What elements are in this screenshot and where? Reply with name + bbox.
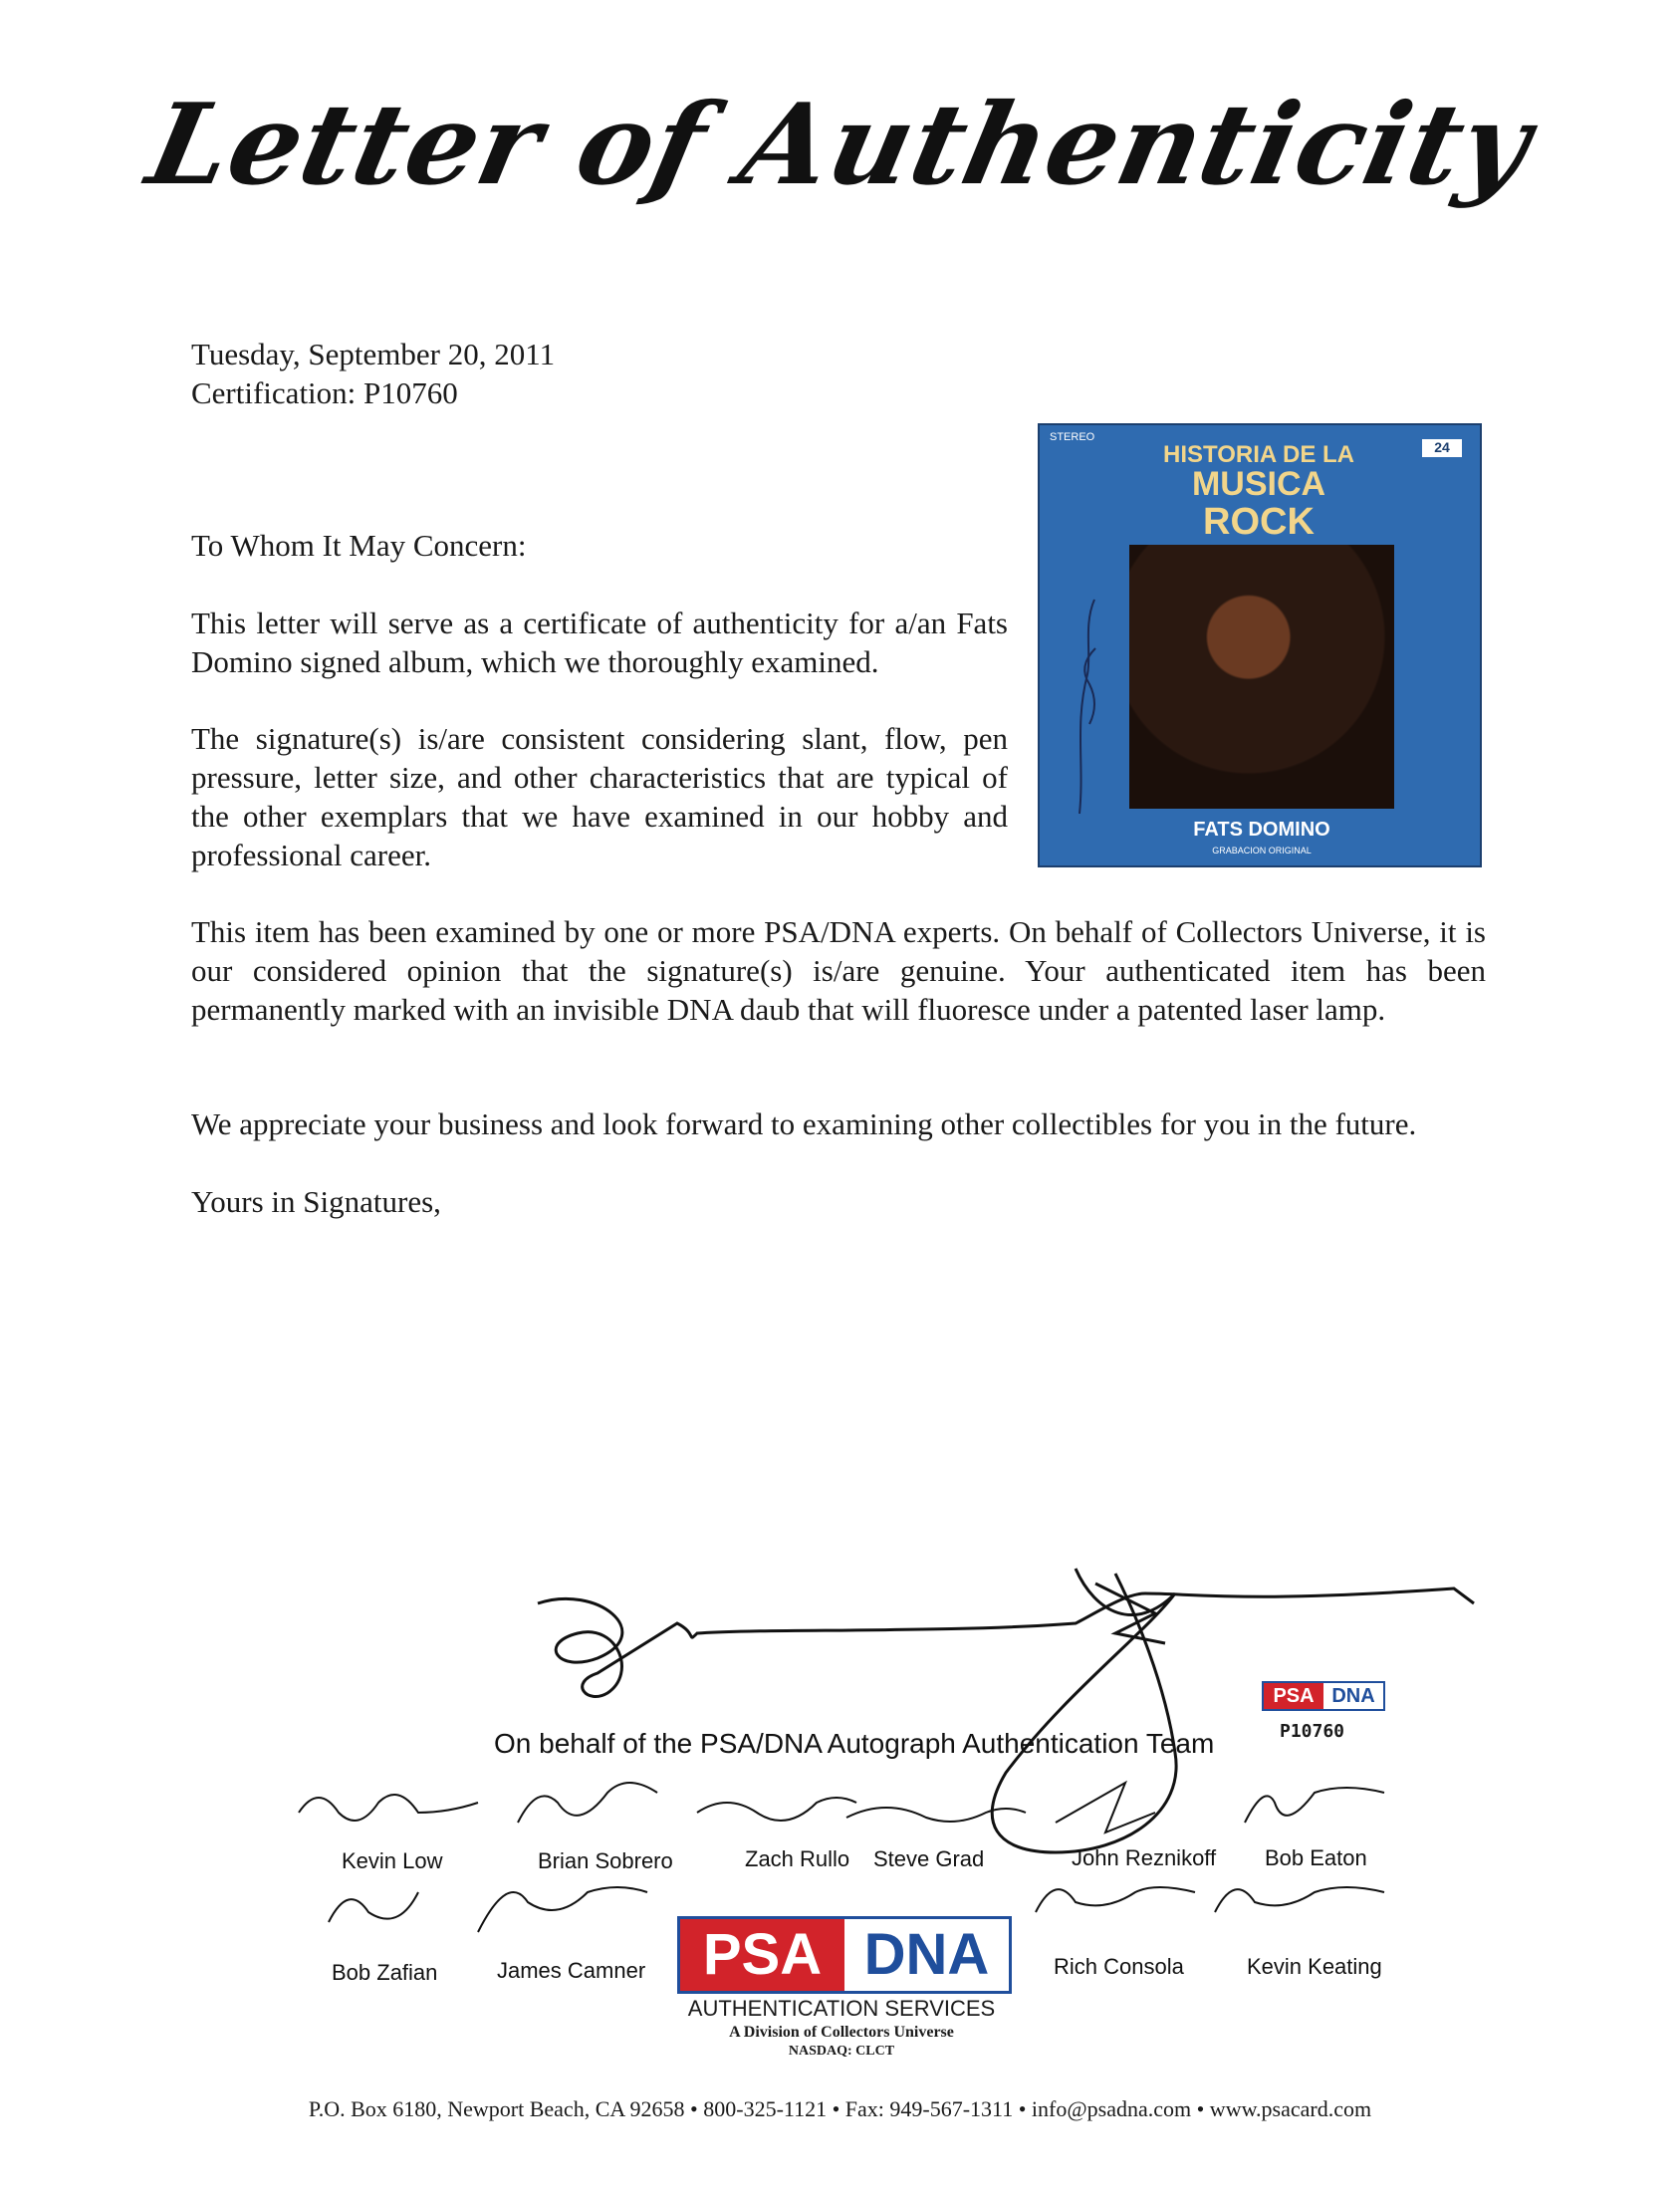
signer-name-3: Zach Rullo xyxy=(745,1846,850,1871)
signer-name-7: Bob Zafian xyxy=(332,1960,438,1985)
logo-nasdaq: NASDAQ: CLCT xyxy=(788,2044,895,2059)
album-number: 24 xyxy=(1422,439,1462,457)
album-series: HISTORIA DE LA xyxy=(1162,441,1354,468)
paragraph-1: This letter will serve as a certificate of authenticity for a/an Fats Domino signed album, which we thoroughly examined. xyxy=(191,606,1008,679)
signer-name-9: Rich Consola xyxy=(1054,1954,1184,1979)
letter-title: Letter of Authenticity xyxy=(137,80,1543,210)
team-behalf-line: On behalf of the PSA/DNA Autograph Authentication Team xyxy=(494,1728,1215,1759)
certification-number: Certification: P10760 xyxy=(191,375,458,410)
album-title-2: ROCK xyxy=(1203,501,1315,543)
closing: Yours in Signatures, xyxy=(191,1184,441,1219)
album-footer: GRABACION ORIGINAL xyxy=(1212,846,1312,855)
sticker-code: P10760 xyxy=(1280,1721,1345,1742)
sticker-psa-text: PSA xyxy=(1264,1683,1323,1709)
album-artist: FATS DOMINO xyxy=(1193,819,1330,841)
logo-services: AUTHENTICATION SERVICES xyxy=(687,1996,996,2021)
signer-name-1: Kevin Low xyxy=(342,1848,443,1873)
paragraph-4: We appreciate your business and look forward to examining other collectibles for you in the future. xyxy=(191,1106,1417,1141)
album-stereo-label: STEREO xyxy=(1050,431,1095,443)
album-title-1: MUSICA xyxy=(1191,465,1326,503)
salutation: To Whom It May Concern: xyxy=(191,528,527,563)
paragraph-3: This item has been examined by one or more PSA/DNA experts. On behalf of Collectors Universe, it is our considered opinion that the signature(s) is/are genuine. Your authenticated item has been permanently marked with an invisible DNA daub that will fluoresce under a patented laser lamp. xyxy=(191,914,1486,1027)
logo-division: A Division of Collectors Universe xyxy=(729,2024,954,2041)
signer-name-8: James Camner xyxy=(497,1958,646,1983)
signer-name-10: Kevin Keating xyxy=(1247,1954,1382,1979)
logo-psa-text: PSA xyxy=(680,1919,844,1991)
signer-name-5: John Reznikoff xyxy=(1072,1845,1217,1870)
signer-name-6: Bob Eaton xyxy=(1265,1845,1367,1870)
sticker-dna-text: DNA xyxy=(1323,1683,1383,1709)
letter-date: Tuesday, September 20, 2011 xyxy=(191,337,556,371)
signer-name-4: Steve Grad xyxy=(873,1846,985,1871)
paragraph-2: The signature(s) is/are consistent considering slant, flow, pen pressure, letter size, and other characteristics that are typical of the other exemplars that we have examined in our hobby and professional career. xyxy=(191,721,1008,872)
psa-dna-logo xyxy=(677,1916,1012,1994)
footer-address: P.O. Box 6180, Newport Beach, CA 92658 • 800-325-1121 • Fax: 949-567-1311 • info@psadna.com • www.psacard.com xyxy=(308,2096,1372,2121)
signer-name-2: Brian Sobrero xyxy=(538,1848,673,1873)
logo-dna-text: DNA xyxy=(844,1919,1009,1991)
